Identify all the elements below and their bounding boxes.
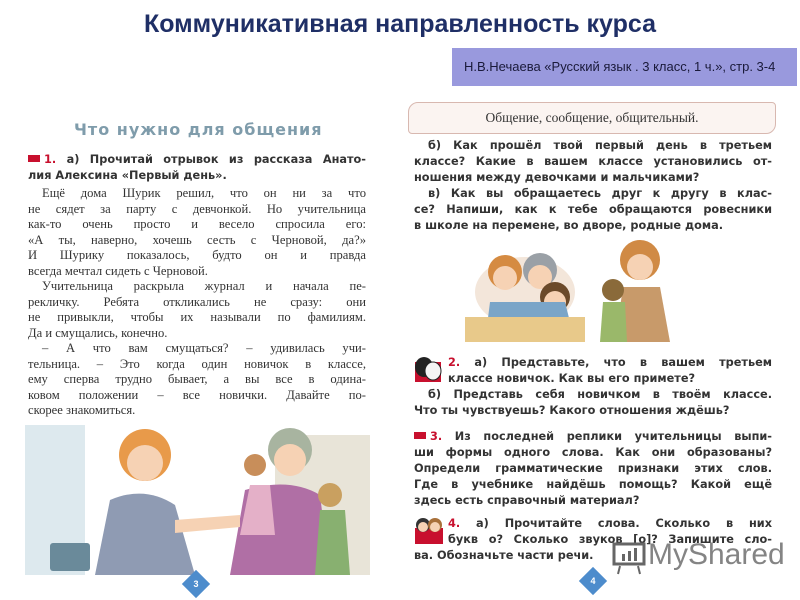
task3-line: здесь есть справочный материал?	[414, 494, 640, 507]
page-number: 3	[193, 579, 199, 589]
task4-line: букв о? Сколько звуков [о]? Запишите сло-	[448, 533, 772, 546]
task4-line: 4. а) Прочитайте слова. Сколько в них	[448, 517, 772, 530]
children-pair-icon	[415, 516, 445, 544]
watermark: MyShared	[648, 538, 785, 571]
task-marker-icon	[28, 155, 40, 162]
story-text-line: рекличку. Ребята откликались не сразу: они	[28, 294, 366, 309]
task-1-line: в) Как вы обращаетесь друг к другу в клас-	[428, 187, 772, 200]
story-text-line: скорее знакомиться.	[28, 403, 136, 417]
story-text-line: не сядет за парту с девчонкой. Но учительница	[28, 201, 366, 216]
story-text-line: И Шурику показалось, будто он и правда	[28, 248, 366, 262]
myshared-logo-icon	[612, 540, 646, 576]
task-1-line: б) Как прошёл твой первый день в третьем	[428, 139, 772, 152]
theater-masks-icon	[415, 356, 445, 382]
story-text-line: не привыкли, чтобы их называли по фамилиям.	[28, 310, 366, 324]
source-citation: Н.В.Нечаева «Русский язык . 3 класс, 1 ч.», стр. 3-4	[452, 48, 797, 86]
task-1-line: в школе на перемене, во дворе, родные дома.	[414, 219, 724, 232]
story-text-line: – А что вам смущаться? – удивилась учи-	[42, 341, 366, 355]
task-1-line: классе? Какие в вашем классе установились от-	[414, 155, 772, 168]
task3-line: 3. Из последней реплики учительницы выпи-	[414, 430, 772, 443]
story-text-line: «А ты, наверно, хочешь сесть с Черновой, да?»	[28, 232, 366, 247]
task-1-line: се? Напиши, как к тебе обращаются ровесники	[414, 203, 772, 216]
slide-title: Коммуникативная направленность курса	[143, 10, 656, 38]
story-text-line: тельница. – Это когда один новичок в классе,	[28, 356, 366, 371]
task3-line: Где в учебнике найдёшь помощь? Какой ещё	[414, 478, 772, 491]
page-number: 4	[590, 576, 596, 586]
story-text-line: всегда мечтал сидеть с Черновой.	[28, 263, 208, 278]
task2-line: 2. а) Представьте, что в вашем третьем	[448, 356, 772, 369]
task2-line: классе новичок. Как вы его примете?	[448, 372, 696, 385]
task2-line: Что ты чувствуешь? Какого отношения ждёшь?	[414, 404, 730, 417]
classroom-children-illustration	[465, 232, 675, 342]
story-text-line: ему сперва трудно бывает, а вы все в одина-	[28, 372, 366, 386]
task3-line: ши формы одного слова. Как они образованы?	[414, 446, 772, 459]
story-text-line: Учительница раскрыла журнал и начала пе-	[42, 279, 366, 293]
task4-line: ва. Обозначьте части речи.	[414, 549, 594, 562]
lesson-heading: Что нужно для общения	[74, 120, 323, 139]
task3-line: Определи грамматические признаки этих слов.	[414, 462, 772, 475]
story-text-line: как-то очень просто и весело спросила его:	[28, 217, 366, 231]
task-1-line: лия Алексина «Первый день».	[28, 169, 227, 182]
task-1-line: ношения между девочками и мальчиками?	[414, 171, 700, 184]
children-greeting-illustration	[25, 415, 370, 575]
story-text-line: ковом положении – все новички. Давайте по-	[28, 387, 366, 402]
vocabulary-box: Общение, сообщение, общительный.	[408, 102, 776, 134]
story-text-line: Ещё дома Шурик решил, что он ни за что	[42, 186, 366, 200]
task-marker-icon	[414, 432, 426, 439]
task-1-line: 1. а) Прочитай отрывок из рассказа Анато-	[28, 153, 366, 166]
story-text-line: Да и смущались, конечно.	[28, 325, 168, 340]
task2-line: б) Представь себя новичком в твоём классе.	[428, 388, 772, 401]
